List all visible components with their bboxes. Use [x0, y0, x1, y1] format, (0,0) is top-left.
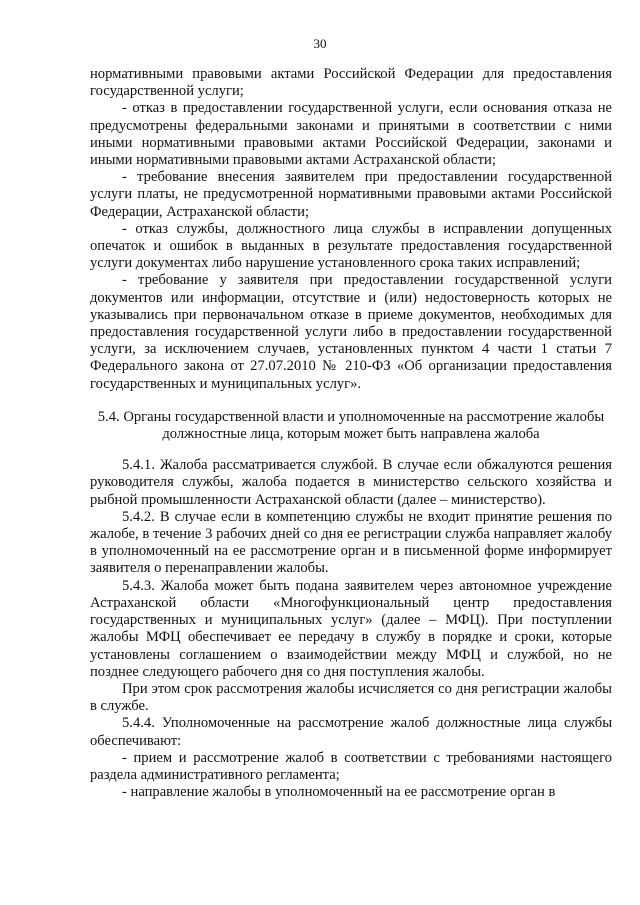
- paragraph: нормативными правовыми актами Российской Федерации для предоставления государственной услуги;: [90, 66, 612, 100]
- paragraph: При этом срок рассмотрения жалобы исчисляется со дня регистрации жалобы в службе.: [90, 680, 612, 715]
- paragraph: 5.4.1. Жалоба рассматривается службой. В случае если обжалуются решения руководителя службы, жалоба подается в министерство сельского хозяйства и рыбной промышленности Астраханской области (далее – министерство).: [90, 457, 612, 508]
- paragraph: 5.4.4. Уполномоченные на рассмотрение жалоб должностные лица службы обеспечивают:: [90, 715, 612, 749]
- paragraph: - отказ службы, должностного лица службы в исправлении допущенных опечаток и ошибок в выданных в результате предоставления государственной услуги документах либо нарушение установленного срока таких исправлений;: [90, 220, 612, 272]
- section-heading: 5.4. Органы государственной власти и уполномоченные на рассмотрение жалобы должностные лица, которым может быть направлена жалоба: [97, 408, 605, 443]
- paragraph: - отказ в предоставлении государственной услуги, если основания отказа не предусмотрены федеральными законами и принятыми в соответствии с ними иными нормативными правовыми актами Российской Федерации, законами и иными нормативными правовыми актами Астраханской области;: [90, 100, 612, 169]
- page-number: 30: [313, 36, 327, 51]
- paragraph: - требование внесения заявителем при предоставлении государственной услуги платы, не предусмотренной нормативными правовыми актами Российской Федерации, Астраханской области;: [90, 169, 612, 220]
- paragraph: - направление жалобы в уполномоченный на ее рассмотрение орган в: [122, 784, 556, 801]
- document-body: [90, 66, 612, 801]
- paragraph: 5.4.2. В случае если в компетенцию службы не входит принятие решения по жалобе, в течение 3 рабочих дней со дня ее регистрации служба направляет жалобу в уполномоченный на ее рассмотрение орган и в письменной форме информирует заявителя о перенаправлении жалобы.: [90, 508, 612, 577]
- paragraph: 5.4.3. Жалоба может быть подана заявителем через автономное учреждение Астраханской области «Многофункциональный центр предоставления государственных и муниципальных услуг» (далее – МФЦ). При поступлении жалобы МФЦ обеспечивает ее передачу в службу в порядке и сроки, которые установлены соглашением о взаимодействии между МФЦ и службой, но не позднее следующего рабочего дня со дня поступления жалобы.: [90, 577, 612, 680]
- paragraph: - требование у заявителя при предоставлении государственной услуги документов или информации, отсутствие и (или) недостоверность которых не указывались при первоначальном отказе в приеме документов, необходимых для предоставления государственной услуги либо в предоставлении государственной услуги, за исключением случаев, установленных пунктом 4 части 1 статьи 7 Федерального закона от 27.07.2010 № 210-ФЗ «Об организации предоставления государственных и муниципальных услуг».: [90, 272, 612, 392]
- paragraph: - прием и рассмотрение жалоб в соответствии с требованиями настоящего раздела административного регламента;: [90, 749, 612, 783]
